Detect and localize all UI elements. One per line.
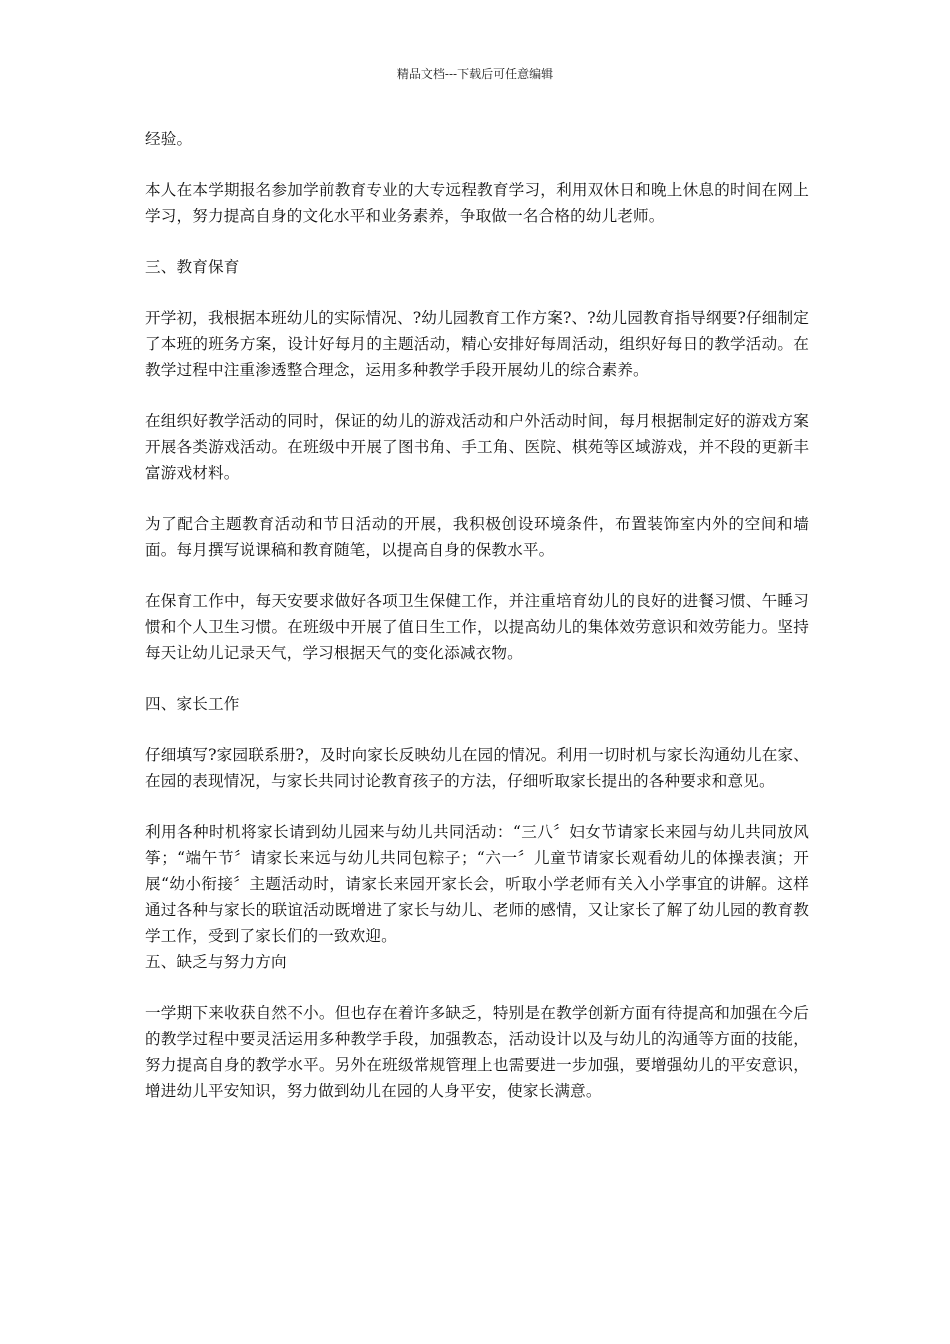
paragraph-environment: 为了配合主题教育活动和节日活动的开展，我积极创设环境条件，布置装饰室内外的空间和墙面。每月撰写说课稿和教育随笔，以提高自身的保教水平。 [145,515,809,559]
section-heading-education: 三、教育保育 [145,258,240,276]
page-header: 精品文档---下载后可任意编辑 [396,67,554,81]
paragraph-study: 本人在本学期报名参加学前教育专业的大专远程教育学习，利用双休日和晚上休息的时间在网上学习，努力提高自身的文化水平和业务素养，争取做一名合格的幼儿老师。 [145,181,809,225]
paragraph-contact-book: 仔细填写?家园联系册?，及时向家长反映幼儿在园的情况。利用一切时机与家长沟通幼儿在家、在园的表现情况，与家长共同讨论教育孩子的方法，仔细听取家长提出的各种要求和意见。 [145,746,809,790]
paragraph-games: 在组织好教学活动的同时，保证的幼儿的游戏活动和户外活动时间，每月根据制定好的游戏方案开展各类游戏活动。在班级中开展了图书角、手工角、医院、棋苑等区域游戏，并不段的更新丰富游戏材料。 [145,412,809,482]
section-heading-parents: 四、家长工作 [145,695,240,713]
paragraph-summary: 一学期下来收获自然不小。但也存在着许多缺乏，特别是在教学创新方面有待提高和加强在今后的教学过程中要灵活运用多种教学手段，加强教态，活动设计以及与幼儿的沟通等方面的技能，努力提高自身的教学水平。另外在班级常规管理上也需要进一步加强，要增强幼儿的平安意识，增进幼儿平安知识，努力做到幼儿在园的人身平安，使家长满意。 [145,1004,809,1100]
document-body [145,126,809,1104]
paragraph-experience: 经验。 [145,130,193,148]
paragraph-parent-activities: 利用各种时机将家长请到幼儿园来与幼儿共同活动：“三八〞妇女节请家长来园与幼儿共同放风筝；“端午节〞请家长来远与幼儿共同包粽子；“六一〞儿童节请家长观看幼儿的体操表演；开展“幼小衔接〞主题活动时，请家长来园开家长会，听取小学老师有关入小学事宜的讲解。这样通过各种与家长的联谊活动既增进了家长与幼儿、老师的感情，又让家长了解了幼儿园的教育教学工作，受到了家长们的一致欢迎。 [145,823,809,945]
paragraph-teaching-plan: 开学初，我根据本班幼儿的实际情况、?幼儿园教育工作方案?、?幼儿园教育指导纲要?仔细制定了本班的班务方案，设计好每月的主题活动，精心安排好每周活动，组织好每日的教学活动。在教学过程中注重渗透整合理念，运用多种教学手段开展幼儿的综合素养。 [145,309,809,379]
paragraph-care: 在保育工作中，每天安要求做好各项卫生保健工作，并注重培育幼儿的良好的进餐习惯、午睡习惯和个人卫生习惯。在班级中开展了值日生工作，以提高幼儿的集体效劳意识和效劳能力。坚持每天让幼儿记录天气，学习根据天气的变化添减衣物。 [145,592,809,662]
section-heading-improvement: 五、缺乏与努力方向 [145,953,287,971]
